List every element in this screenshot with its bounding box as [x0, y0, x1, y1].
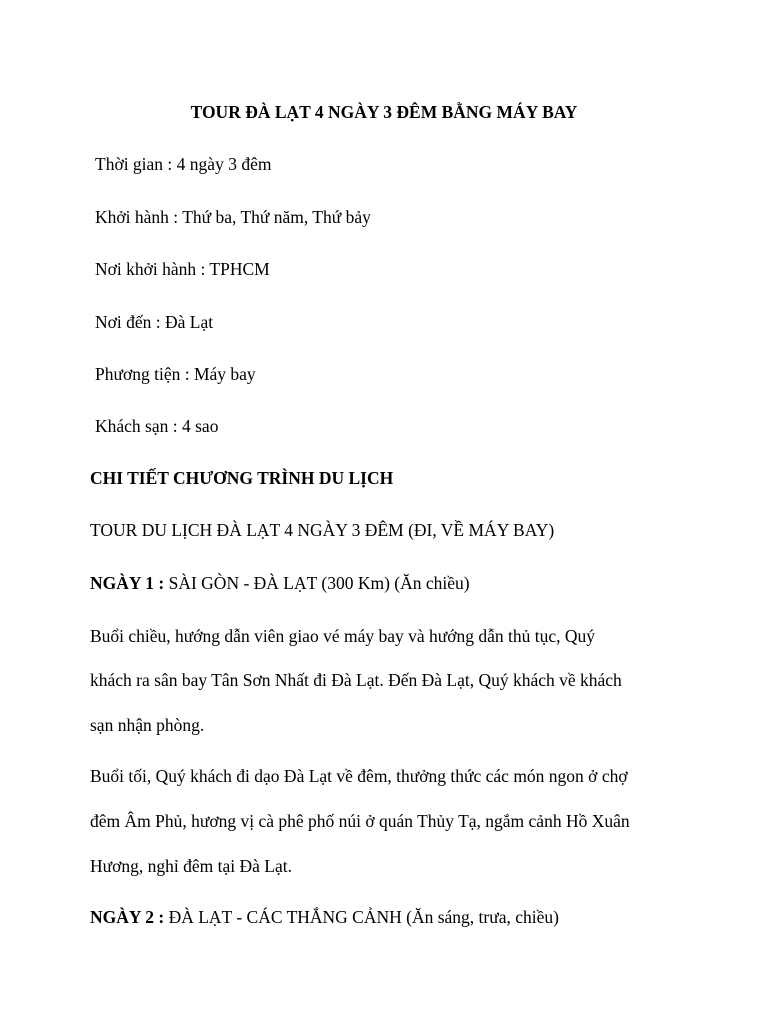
paragraph-2-line-2: đêm Âm Phủ, hương vị cà phê phố núi ở quán Thủy Tạ, ngắm cảnh Hồ Xuân [90, 811, 630, 831]
day-2-heading [90, 907, 559, 928]
paragraph-2-line-1: Buổi tối, Quý khách đi dạo Đà Lạt về đêm, thưởng thức các món ngon ở chợ [90, 766, 628, 786]
section-heading: CHI TIẾT CHƯƠNG TRÌNH DU LỊCH [90, 468, 394, 488]
info-departure-days: Khởi hành : Thứ ba, Thứ năm, Thứ bảy [95, 207, 371, 227]
info-transport: Phương tiện : Máy bay [95, 364, 256, 384]
info-hotel: Khách sạn : 4 sao [95, 416, 219, 436]
day-1-text: SÀI GÒN - ĐÀ LẠT (300 Km) (Ăn chiều) [164, 573, 470, 593]
day-2-label: NGÀY 2 : [90, 907, 165, 927]
paragraph-1-line-3: sạn nhận phòng. [90, 715, 205, 735]
info-destination: Nơi đến : Đà Lạt [95, 312, 214, 332]
day-1-heading [90, 573, 470, 594]
paragraph-1-line-1: Buổi chiều, hướng dẫn viên giao vé máy bay và hướng dẫn thủ tục, Quý [90, 626, 596, 646]
paragraph-2-line-3: Hương, nghỉ đêm tại Đà Lạt. [90, 856, 292, 876]
day-2-text: ĐÀ LẠT - CÁC THẮNG CẢNH (Ăn sáng, trưa, chiều) [164, 907, 559, 927]
paragraph-1-line-2: khách ra sân bay Tân Sơn Nhất đi Đà Lạt. Đến Đà Lạt, Quý khách về khách [90, 670, 622, 690]
info-duration: Thời gian : 4 ngày 3 đêm [95, 154, 272, 174]
info-departure-place: Nơi khởi hành : TPHCM [95, 259, 270, 279]
document-title: TOUR ĐÀ LẠT 4 NGÀY 3 ĐÊM BẰNG MÁY BAY [190, 102, 578, 122]
day-1-label: NGÀY 1 : [90, 573, 165, 593]
tour-subheading: TOUR DU LỊCH ĐÀ LẠT 4 NGÀY 3 ĐÊM (ĐI, VỀ MÁY BAY) [90, 520, 555, 540]
